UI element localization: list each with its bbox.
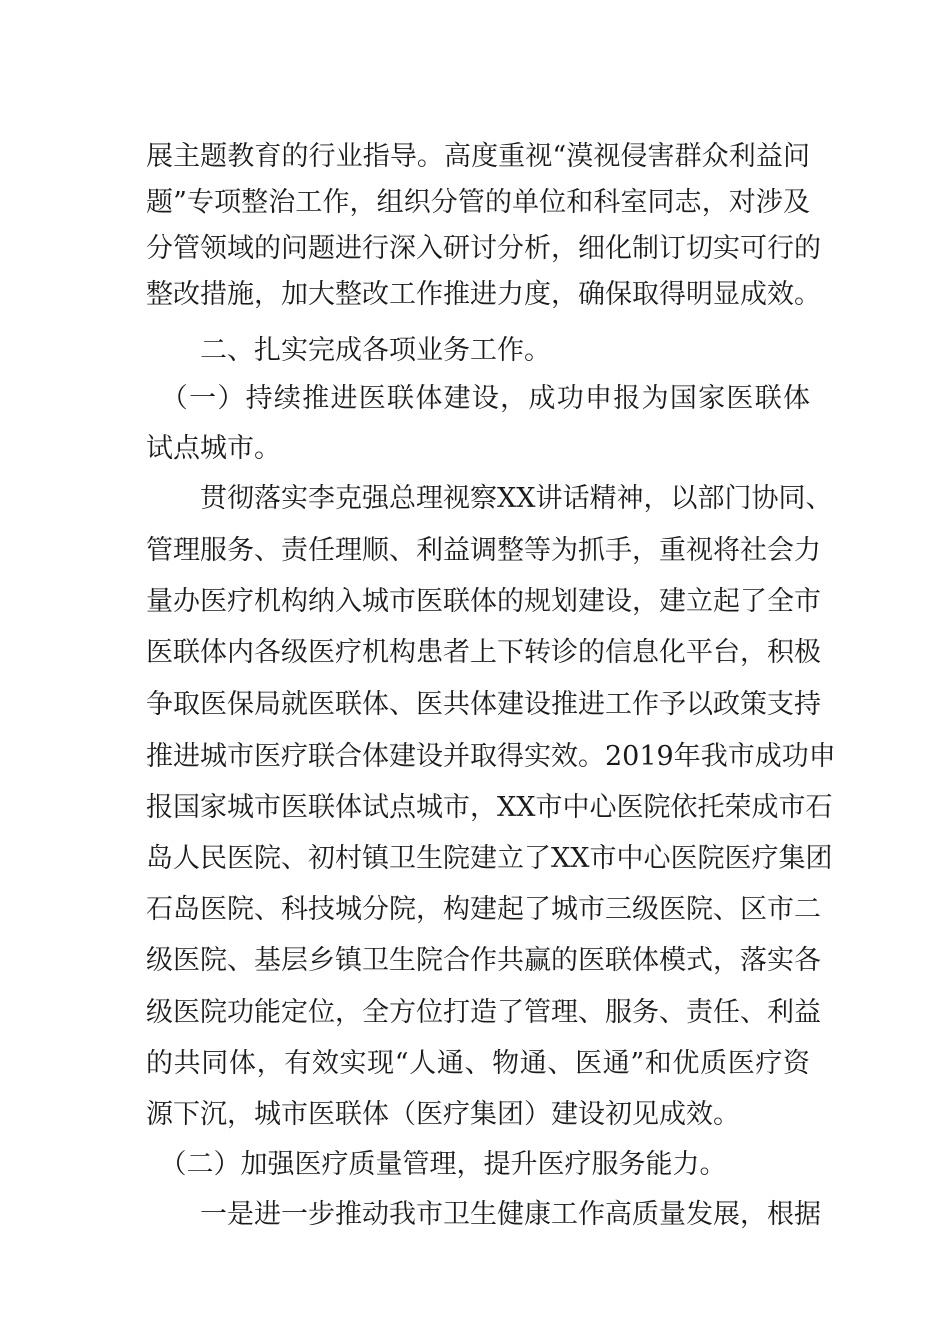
subsection-heading: （一）持续推进医联体建设，成功申报为国家医联体 bbox=[146, 383, 810, 414]
text-line: 整改措施，加大整改工作推进力度，确保取得明显成效。 bbox=[146, 279, 821, 310]
subsection-heading: （二）加强医疗质量管理，提升医疗服务能力。 bbox=[146, 1149, 727, 1180]
text-line: 推进城市医疗联合体建设并取得实效。2019年我市成功申 bbox=[146, 741, 836, 772]
text-line: 争取医保局就医联体、医共体建设推进工作予以政策支持 bbox=[146, 689, 821, 720]
text-line: 石岛医院、科技城分院，构建起了城市三级医院、区市二 bbox=[146, 894, 821, 925]
text-line: 管理服务、责任理顺、利益调整等为抓手，重视将社会力 bbox=[146, 535, 821, 566]
text-line: 贯彻落实李克强总理视察XX讲话精神，以部门协同、 bbox=[146, 483, 833, 514]
subsection-heading-continued: 试点城市。 bbox=[146, 433, 281, 464]
text-line: 展主题教育的行业指导。高度重视“漠视侵害群众利益问 bbox=[146, 141, 810, 172]
text-line: 分管领域的问题进行深入研讨分析，细化制订切实可行的 bbox=[146, 233, 821, 264]
text-line: 量办医疗机构纳入城市医联体的规划建设，建立起了全市 bbox=[146, 586, 821, 617]
text-line: 级医院功能定位，全方位打造了管理、服务、责任、利益 bbox=[146, 997, 821, 1028]
section-heading: 二、扎实完成各项业务工作。 bbox=[146, 335, 551, 366]
text-line: 源下沉，城市医联体（医疗集团）建设初见成效。 bbox=[146, 1099, 740, 1130]
text-line: 的共同体，有效实现“人通、物通、医通”和优质医疗资 bbox=[146, 1048, 810, 1079]
text-line: 题”专项整治工作，组织分管的单位和科室同志，对涉及 bbox=[146, 187, 810, 218]
text-line: 一是进一步推动我市卫生健康工作高质量发展，根据 bbox=[146, 1199, 821, 1230]
text-line: 级医院、基层乡镇卫生院合作共赢的医联体模式，落实各 bbox=[146, 945, 821, 976]
text-line: 岛人民医院、初村镇卫生院建立了XX市中心医院医疗集团 bbox=[146, 843, 833, 874]
text-line: 医联体内各级医疗机构患者上下转诊的信息化平台，积极 bbox=[146, 637, 821, 668]
text-line: 报国家城市医联体试点城市，XX市中心医院依托荣成市石 bbox=[146, 792, 833, 823]
